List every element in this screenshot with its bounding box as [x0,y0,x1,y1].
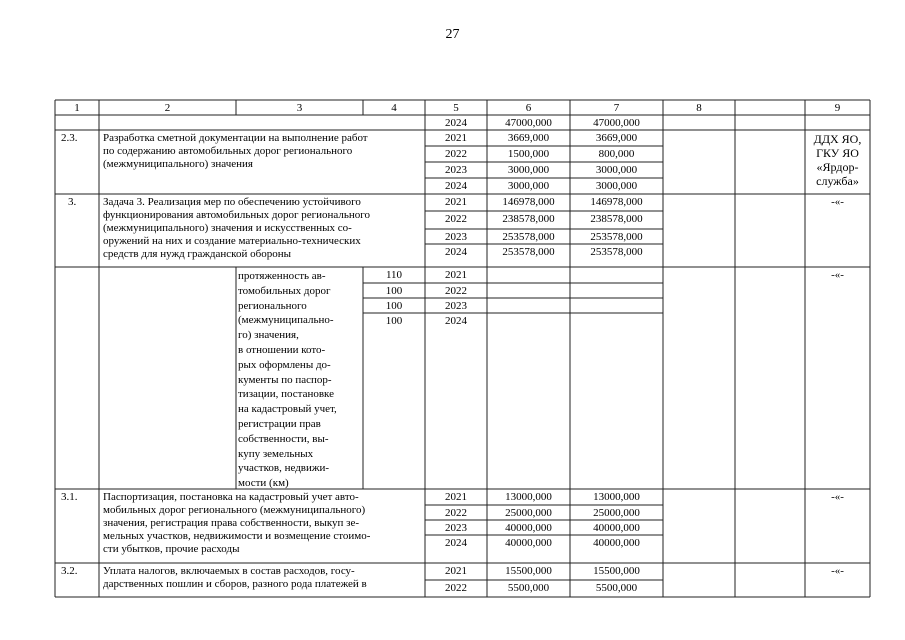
col-header-3: 3 [296,102,303,114]
year-cell: 2024 [445,180,467,192]
row-number: 3.2. [61,565,78,577]
value-cell: 3000,000 [507,164,550,176]
row-number: 3. [68,196,77,208]
col-header-1: 1 [74,102,80,114]
col-header-7: 7 [613,102,620,114]
value-cell: 253578,000 [502,246,555,258]
col-header-6: 6 [525,102,532,114]
year-cell: 2021 [445,196,467,208]
value-cell: 1500,000 [507,148,550,160]
value-cell: 3669,000 [507,132,550,144]
value-cell: 3000,000 [507,180,550,192]
year-cell: 2022 [445,582,467,594]
value-cell: 238578,000 [502,213,555,225]
value-cell: 3000,000 [595,180,638,192]
row-description: Задача 3. Реализация мер по обеспечению устойчивого функционирования автомобильных дорог регионального (межмуниципального) значения и искусственных со- оружений на них и создание материально-технических средств для нужд гражданской обороны [103,196,371,260]
year-cell: 2024 [445,246,467,258]
value-cell: 253578,000 [590,246,643,258]
year-cell: 2021 [445,132,467,144]
indicator-value: 110 [385,269,403,281]
executor-cell: -«- [831,196,844,208]
indicator-value: 100 [385,285,403,297]
year-cell: 2024 [445,537,467,549]
value-cell: 47000,000 [593,117,640,129]
col-header-8: 8 [696,102,702,114]
col-header-9: 9 [834,102,841,114]
year-cell: 2023 [445,231,467,243]
row-description: Паспортизация, постановка на кадастровый учет авто- мобильных дорог регионального (межмуниципального) значения, регистрация права собственности, выкуп зе- мельных участков, недвижимости и возмещение стоимо- сти убытков, прочие расходы [103,491,371,555]
year-cell: 2022 [445,285,467,297]
year-cell: 2021 [445,491,467,503]
year-cell: 2023 [445,164,467,176]
indicator-value: 100 [385,315,403,327]
value-cell: 5500,000 [507,582,550,594]
value-cell: 146978,000 [590,196,643,208]
executor-cell: -«- [831,565,844,577]
row-description: Разработка сметной документации на выполнение работ по содержанию автомобильных дорог регионального (межмуниципального) значения [103,132,368,170]
year-cell: 2022 [445,148,467,160]
value-cell: 25000,000 [593,507,640,519]
year-cell: 2023 [445,300,467,312]
value-cell: 40000,000 [593,537,640,549]
executor-cell: -«- [831,269,844,281]
value-cell: 40000,000 [505,522,552,534]
indicator-description: протяженность ав- томобильных дорог регионального (межмуниципально- го) значения, в отношении кото- рых оформлены до- кументы по паспор- тизации, постановке на кадастровый учет, регистрации прав собственности, вы- купу земельных участков, недвижи- мости (км) [238,270,337,490]
value-cell: 13000,000 [593,491,640,503]
value-cell: 15500,000 [593,565,640,577]
value-cell: 13000,000 [505,491,552,503]
value-cell: 3669,000 [595,132,638,144]
value-cell: 253578,000 [590,231,643,243]
year-cell: 2021 [445,269,467,281]
row-number: 3.1. [61,491,78,503]
executor-cell: -«- [831,491,844,503]
page-number: 27 [445,27,460,42]
value-cell: 238578,000 [590,213,643,225]
year-cell: 2024 [445,117,467,129]
executor-cell: ДДХ ЯО, ГКУ ЯО «Ярдор- служба» [813,132,862,188]
value-cell: 40000,000 [593,522,640,534]
year-cell: 2022 [445,507,467,519]
value-cell: 146978,000 [502,196,555,208]
value-cell: 5500,000 [595,582,638,594]
value-cell: 3000,000 [595,164,638,176]
value-cell: 40000,000 [505,537,552,549]
value-cell: 25000,000 [505,507,552,519]
year-cell: 2023 [445,522,467,534]
row-number: 2.3. [61,132,78,144]
year-cell: 2021 [445,565,467,577]
value-cell: 800,000 [598,148,635,160]
year-cell: 2022 [445,213,467,225]
col-header-2: 2 [164,102,171,114]
year-cell: 2024 [445,315,467,327]
col-header-4: 4 [391,102,397,114]
value-cell: 47000,000 [505,117,552,129]
indicator-value: 100 [385,300,403,312]
value-cell: 253578,000 [502,231,555,243]
col-header-5: 5 [453,102,459,114]
row-description: Уплата налогов, включаемых в состав расходов, госу- дарственных пошлин и сборов, разного рода платежей в [103,565,367,590]
value-cell: 15500,000 [505,565,552,577]
